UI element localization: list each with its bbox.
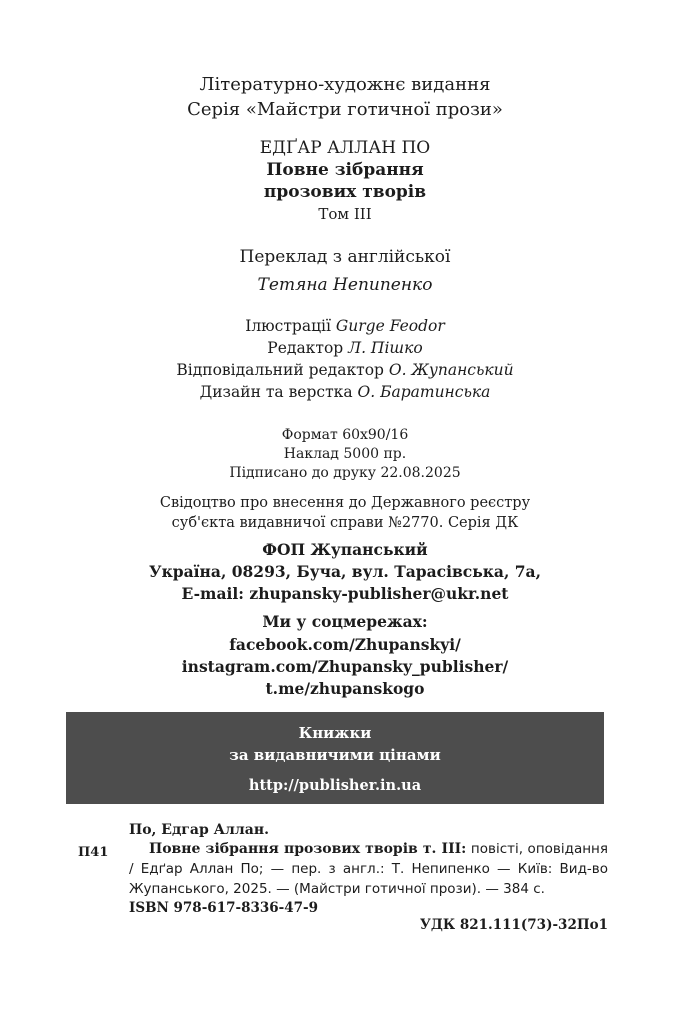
instagram-link: instagram.com/Zhupansky_publisher/ [181,657,509,676]
catalog-code: П41 [78,845,109,860]
print-format: Формат 60х90/16 [281,427,409,443]
banner-line2: за видавничими цінами [229,746,441,764]
record-author: По, Едгар Аллан. [129,822,269,838]
credit-label: Дизайн та верстка [199,383,353,401]
publisher-name: ФОП Жупанський [262,540,428,559]
certificate-line1: Свідоцтво про внесення до Державного реєстру [159,495,531,511]
book-title-line2: прозових творів [263,182,427,202]
credit-label: Відповідальний редактор [176,361,384,379]
record-description [129,839,608,899]
banner-url: http://publisher.in.ua [248,777,422,794]
banner-line1: Книжки [298,724,372,742]
print-details [0,426,690,483]
credit-design [0,381,690,403]
telegram-link: t.me/zhupanskogo [265,679,425,698]
record-details: повісті, оповідання / Едґар Аллан По; — пер. з англ.: Т. Непипенко — Київ: Вид-во Жупанського, 2025. — (Майстри готичної прози). — 384 с. [129,841,608,897]
print-run: Наклад 5000 пр. [283,446,407,462]
credit-editor [0,337,690,359]
credit-label: Ілюстрації [245,317,331,335]
udk-code: УДК 821.111(73)-32По1 [419,917,608,933]
book-title-line1: Повне зібрання [266,160,424,180]
credit-illustrations [0,315,690,337]
translation-label: Переклад з англійської [239,247,451,267]
credit-chief-editor [0,359,690,381]
book-heading [0,137,690,225]
credit-name: Л. Пішко [348,339,423,357]
publisher-address: Україна, 08293, Буча, вул. Тарасівська, 7а, [149,562,541,581]
social-links [0,634,690,700]
credit-name: О. Баратинська [357,383,491,401]
credit-name: О. Жупанський [388,361,514,379]
social-heading: Ми у соцмережах: [262,612,428,631]
print-signed-date: Підписано до друку 22.08.2025 [229,465,461,481]
credits-block [0,315,690,403]
translation-block [0,243,690,299]
promo-banner [66,712,604,804]
credit-label: Редактор [267,339,344,357]
registration-certificate [0,493,690,533]
record-title: Повне зібрання прозових творів т. III: [149,841,467,857]
isbn: ISBN 978-617-8336-47-9 [129,900,319,916]
publisher-email: E-mail: zhupansky-publisher@ukr.net [181,584,509,603]
credit-name: Gurge Feodor [335,317,445,335]
edition-type: Літературно-художнє видання [199,74,491,95]
series-block [0,72,690,122]
volume-number: Том III [318,205,372,223]
translator-name: Тетяна Непипенко [257,275,433,295]
series-name: Серія «Майстри готичної прози» [187,99,503,120]
author-name: ЕДҐАР АЛЛАН ПО [259,138,431,158]
publisher-block [0,539,690,605]
facebook-link: facebook.com/Zhupanskyi/ [229,635,461,654]
certificate-line2: суб'єкта видавничої справи №2770. Серія ДК [171,515,519,531]
